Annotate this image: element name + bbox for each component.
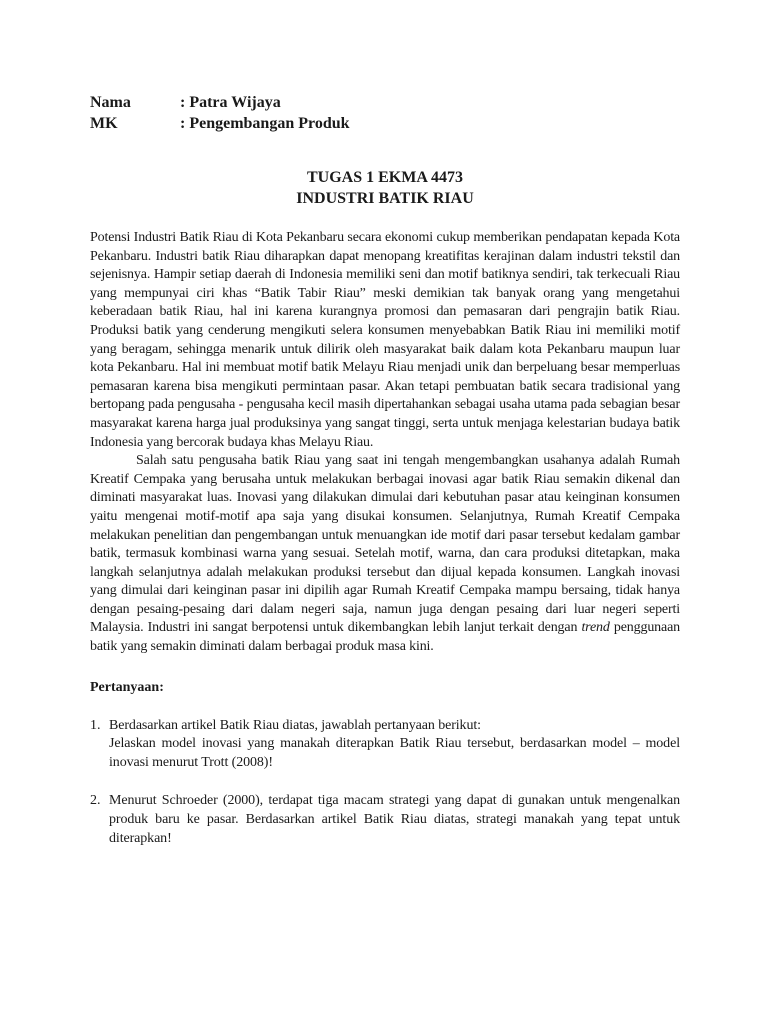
- paragraph-1: Potensi Industri Batik Riau di Kota Pekanbaru secara ekonomi cukup memberikan pendapatan kepada Kota Pekanbaru. Industri batik Riau diharapkan dapat menopang kreatifitas kerajinan dalam industri tekstil dan sejenisnya. Hampir setiap daerah di Indonesia memiliki seni dan motif batiknya sendiri, tak terkecuali Riau yang mempunyai ciri khas “Batik Tabir Riau” meski demikian tak banyak orang yang mengetahui keberadaan batik Riau, hal ini karena kurangnya promosi dan pemasaran dari pengrajin batik Riau. Produksi batik yang cenderung mengikuti selera konsumen menyebabkan Batik Riau ini memiliki motif yang beragam, sehingga menarik untuk dilirik oleh masyarakat baik dalam kota Pekanbaru maupun luar kota Pekanbaru. Hal ini membuat motif batik Melayu Riau menjadi unik dan berpeluang besar memperluas pemasaran karena bisa mengikuti permintaan pasar. Akan tetapi pembuatan batik secara tradisional yang bertopang pada pengusaha - pengusaha kecil masih dipertahankan sebagai usaha utama pada sebagian besar masyarakat karena harga jual produksinya yang sangat tinggi, serta untuk menjaga kelestarian budaya batik Indonesia yang bercorak budaya khas Melayu Riau.: [90, 230, 680, 450]
- document-page: [90, 92, 680, 868]
- question-list: [90, 717, 680, 849]
- course-value: : Pengembangan Produk: [180, 115, 350, 132]
- name-row: [90, 92, 680, 113]
- name-value: : Patra Wijaya: [180, 94, 281, 111]
- article-body: [90, 229, 680, 657]
- title-line-2: INDUSTRI BATIK RIAU: [296, 190, 474, 207]
- paragraph-2-italic-term: trend: [581, 620, 610, 636]
- questions-heading: Pertanyaan:: [90, 679, 164, 695]
- paragraph-2: [90, 452, 680, 657]
- question-item: [90, 717, 680, 773]
- paragraph-2-end: penggunaan batik yang semakin diminati dalam berbagai produk masa kini.: [90, 620, 681, 655]
- question-number: 2.: [90, 793, 101, 809]
- question-number: 1.: [90, 717, 101, 733]
- title-line-1: TUGAS 1 EKMA 4473: [306, 169, 463, 186]
- document-title: [90, 167, 680, 209]
- question-text: [109, 792, 680, 848]
- question-1-line-1: Berdasarkan artikel Batik Riau diatas, jawablah pertanyaan berikut:: [109, 717, 481, 733]
- name-label: Nama: [90, 94, 131, 111]
- question-item: [90, 792, 680, 848]
- question-2-line-1: Menurut Schroeder (2000), terdapat tiga macam strategi yang dapat di gunakan untuk mengenalkan produk baru ke pasar. Berdasarkan artikel Batik Riau diatas, strategi manakah yang tepat untuk diterapkan!: [109, 793, 680, 846]
- course-label: MK: [90, 115, 118, 132]
- student-info: [90, 92, 680, 134]
- question-text: [109, 717, 680, 773]
- paragraph-2-main: Salah satu pengusaha batik Riau yang saat ini tengah mengembangkan usahanya adalah Rumah Kreatif Cempaka yang berusaha untuk melakukan berbagai inovasi agar batik Riau semakin dikenal dan diminati masyarakat luas. Inovasi yang dilakukan dimulai dari kebutuhan pasar atau keinginan konsumen yaitu mengenai motif-motif apa saja yang disukai konsumen. Selanjutnya, Rumah Kreatif Cempaka melakukan penelitian dan pengembangan untuk menuangkan ide motif dari pasar tersebut kedalam gambar batik, termasuk kombinasi warna yang sesuai. Setelah motif, warna, dan cara produksi ditetapkan, maka langkah selanjutnya adalah melakukan produksi tersebut dan dijual kepada konsumen. Langkah inovasi yang dimulai dari keinginan pasar ini dipilih agar Rumah Kreatif Cempaka mampu bersaing, tidak hanya dengan pesaing-pesaing dari dalam negeri saja, namun juga dengan pesaing dari luar negeri seperti Malaysia. Industri ini sangat berpotensi untuk dikembangkan lebih lanjut terkait dengan: [90, 453, 680, 636]
- question-1-line-2: Jelaskan model inovasi yang manakah diterapkan Batik Riau tersebut, berdasarkan model – model inovasi menurut Trott (2008)!: [109, 736, 680, 770]
- course-row: [90, 113, 680, 134]
